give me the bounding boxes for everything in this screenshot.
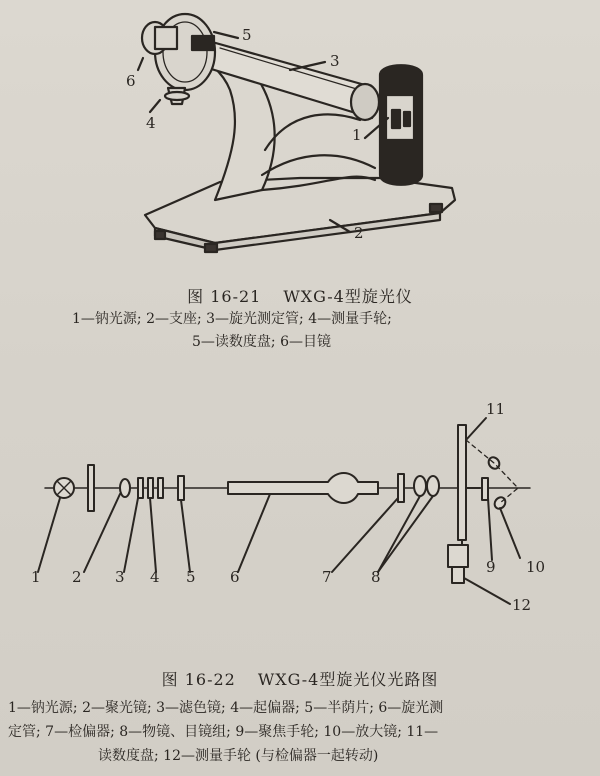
- fig1-callout-1: 1: [352, 126, 362, 144]
- half-shade-plate: [178, 476, 184, 500]
- polarizer: [138, 478, 143, 498]
- figure-16-22-caption: [0, 667, 600, 690]
- fig2-label-2: 2: [72, 568, 82, 586]
- fig2-label-11: 11: [486, 400, 506, 418]
- fig1-callout-2: 2: [354, 224, 364, 242]
- fig1-callout-5: 5: [242, 26, 252, 44]
- fig1-callout-4: 4: [146, 114, 156, 132]
- measurement-knob-symbol: [448, 545, 468, 567]
- figure-16-22-title: WXG-4型旋光仪光路图: [257, 670, 439, 689]
- fig2-label-4: 4: [150, 568, 160, 586]
- figure-16-21-legend-line-1: 1—钠光源; 2—支座; 3—旋光测定管; 4—测量手轮;: [72, 311, 392, 327]
- figure-16-21-title: WXG-4型旋光仪: [283, 287, 413, 306]
- filter: [120, 479, 130, 497]
- fig2-label-5: 5: [186, 568, 196, 586]
- figure-16-22-number: 图 16-22: [161, 670, 236, 689]
- fig1-callout-3: 3: [330, 52, 340, 70]
- fig2-label-9: 9: [486, 558, 496, 576]
- reading-dial-symbol: [458, 425, 466, 540]
- figure-16-21-legend-line-2: 5—读数度盘; 6—目镜: [192, 334, 331, 350]
- polarimeter-tube: [228, 473, 378, 503]
- figure-16-21-number: 图 16-21: [187, 287, 262, 306]
- objective-eyepiece-group: [414, 476, 426, 496]
- fig2-label-7: 7: [322, 568, 332, 586]
- fig2-label-1: 1: [31, 568, 41, 586]
- figure-16-22-legend-line-2: 定管; 7—检偏器; 8—物镜、目镜组; 9—聚焦手轮; 10—放大镜; 11—: [8, 724, 439, 740]
- fig2-label-3: 3: [115, 568, 125, 586]
- figure-16-22-legend-line-1: 1—钠光源; 2—聚光镜; 3—滤色镜; 4—起偏器; 5—半荫片; 6—旋光测: [8, 700, 444, 716]
- fig2-label-12: 12: [512, 596, 532, 614]
- fig2-label-10: 10: [526, 558, 546, 576]
- fig2-label-8: 8: [371, 568, 381, 586]
- focusing-wheel: [482, 478, 488, 500]
- figure-16-22-legend-line-3: 读数度盘; 12—测量手轮 (与检偏器一起转动): [98, 748, 379, 764]
- fig2-label-6: 6: [230, 568, 240, 586]
- fig1-callout-6: 6: [126, 72, 136, 90]
- condenser-lens: [88, 465, 94, 511]
